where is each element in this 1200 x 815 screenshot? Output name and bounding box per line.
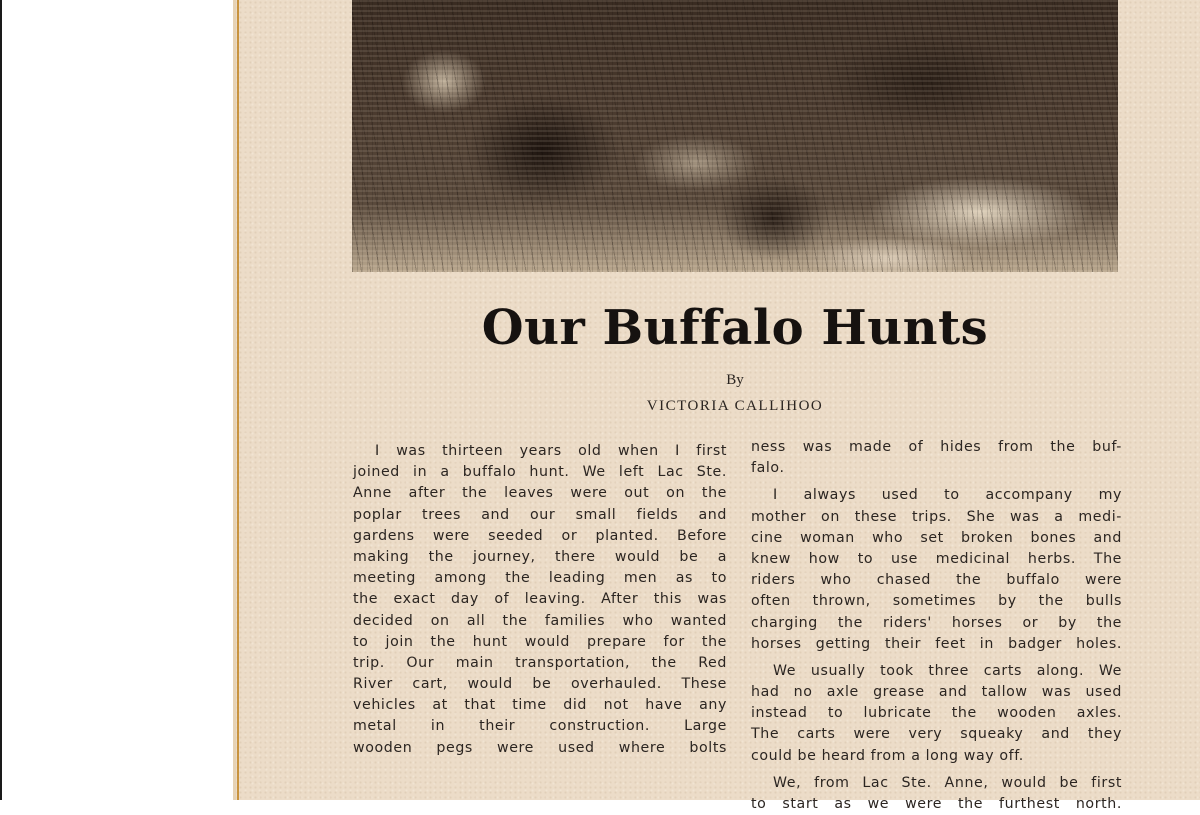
- text-line: making the journey, there would be a: [353, 548, 727, 565]
- text-line: to join the hunt would prepare for the: [353, 633, 727, 650]
- text-line: mother on these trips. She was a medi-: [751, 508, 1122, 525]
- text-line: I always used to accompany my: [773, 487, 1122, 504]
- text-line: decided on all the families who wanted: [353, 612, 727, 629]
- buffalo-hunt-illustration: [352, 0, 1118, 272]
- byline-author: VICTORIA CALLIHOO: [646, 398, 824, 414]
- article-title: Our Buffalo Hunts: [481, 300, 989, 356]
- text-line: had no axle grease and tallow was used: [751, 684, 1122, 701]
- text-line: We usually took three carts along. We: [773, 662, 1122, 679]
- text-line: instead to lubricate the wooden axles.: [751, 705, 1122, 722]
- byline-by: By: [726, 372, 744, 388]
- text-line: falo.: [751, 460, 785, 477]
- text-line: metal in their construction. Large: [353, 718, 727, 735]
- scanned-magazine-page: [233, 0, 1200, 812]
- text-line: vehicles at that time did not have any: [353, 697, 727, 714]
- page-edge-line: [237, 0, 239, 800]
- text-line: riders who chased the buffalo were: [751, 572, 1122, 589]
- text-line: gardens were seeded or planted. Before: [353, 527, 727, 544]
- viewer-left-border: [0, 0, 2, 800]
- text-line: We, from Lac Ste. Anne, would be first: [773, 774, 1122, 791]
- text-line: wooden pegs were used where bolts: [353, 739, 727, 756]
- text-line: cine woman who set broken bones and: [751, 529, 1122, 546]
- page-edge: [233, 0, 236, 800]
- text-line: joined in a buffalo hunt. We left Lac Ste.: [353, 464, 727, 481]
- text-line: River cart, would be overhauled. These: [353, 676, 727, 693]
- text-line: horses getting their feet in badger holes.: [751, 635, 1122, 652]
- text-line: the exact day of leaving. After this was: [353, 591, 727, 608]
- text-line: meeting among the leading men as to: [353, 570, 727, 587]
- text-line: The carts were very squeaky and they: [751, 726, 1122, 743]
- text-line: Anne after the leaves were out on the: [353, 485, 727, 502]
- article-column-left: [353, 441, 727, 759]
- article-column-right: [751, 437, 1122, 815]
- text-line: charging the riders' horses or by the: [751, 614, 1122, 631]
- text-line: could be heard from a long way off.: [751, 747, 1024, 764]
- text-line: I was thirteen years old when I first: [375, 443, 727, 459]
- text-line: poplar trees and our small fields and: [353, 506, 727, 523]
- text-line: ness was made of hides from the buf-: [751, 439, 1122, 455]
- text-line: trip. Our main transportation, the Red: [353, 654, 727, 671]
- text-line: to start as we were the furthest north.: [751, 796, 1122, 812]
- text-line: knew how to use medicinal herbs. The: [751, 550, 1122, 567]
- text-line: often thrown, sometimes by the bulls: [751, 593, 1122, 610]
